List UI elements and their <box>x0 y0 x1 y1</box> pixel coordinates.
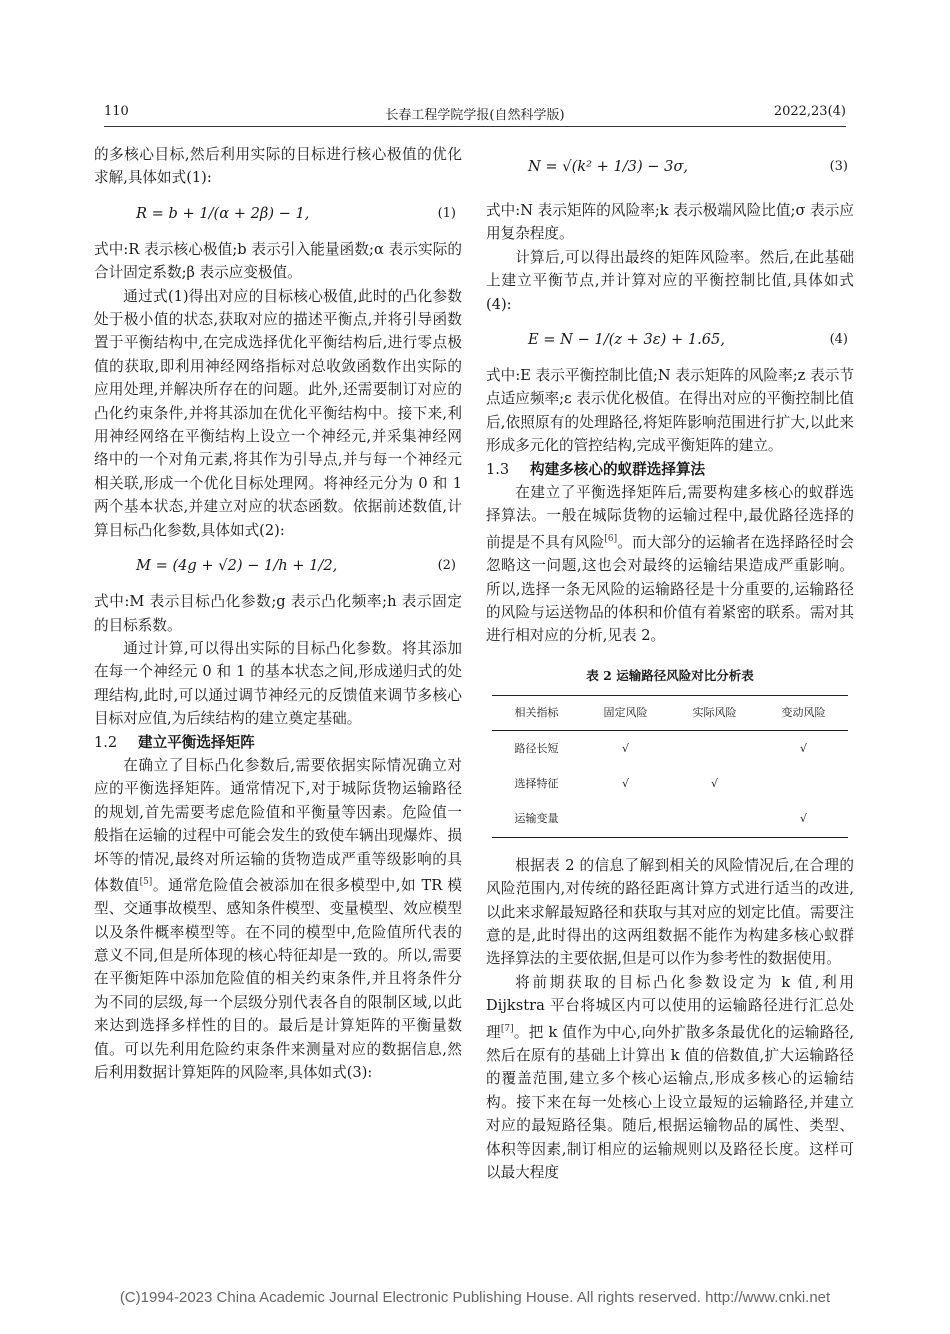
text-run: 。通常危险值会被添加在很多模型中,如 TR 模型、交通事故模型、感知条件模型、变量模型、效应模型以及条件概率模型等。在不同的模型中,危险值所代表的意义不同,但是所体现的核心特征却是一致的。所以,需要在平衡矩阵中添加危险值的相关约束条件,并且将条件分为不同的层级,每一个层级分别代表各自的限制区域,以此来达到选择多样性的目的。最后是计算矩阵的平衡量数值。可以先利用危险约束条件来测量对应的数据信息,然后利用数据计算矩阵的风险率,具体如式(3): <box>94 876 462 1082</box>
equation-formula: N = √(k² + 1/3) − 3σ, <box>528 158 689 175</box>
table-header-cell: 相关指标 <box>492 696 581 730</box>
citation: [5] <box>139 876 153 887</box>
section-number: 1.3 <box>486 460 510 478</box>
table-cell: 路径长短 <box>514 741 559 755</box>
equation-number: (3) <box>829 159 848 174</box>
table-row <box>492 766 848 801</box>
journal-title: 长春工程学院学报(自然科学版) <box>385 108 565 123</box>
paragraph: 计算后,可以得出最终的矩阵风险率。然后,在此基础上建立平衡节点,并计算对应的平衡控制比值,具体如式(4): <box>486 248 854 313</box>
paragraph: 式中:M 表示目标凸化参数;g 表示凸化频率;h 表示固定的目标系数。 <box>94 593 462 634</box>
paragraph: 根据表 2 的信息了解到相关的风险情况后,在合理的风险范围内,对传统的路径距离计算方式进行适当的改进,以此来求解最短路径和获取与其对应的划定比值。需要注意的是,此时得出的这两组数据不能作为构建多核心蚁群选择算法的主要依据,但是可以作为参考性的数据使用。 <box>486 856 854 968</box>
paragraph <box>486 481 854 648</box>
table-caption: 表 2 运输路径风险对比分析表 <box>586 667 754 683</box>
table-row <box>492 801 848 837</box>
table-cell <box>670 801 759 837</box>
paragraph: 通过计算,可以得出实际的目标凸化参数。将其添加在每一个神经元 0 和 1 的基本状态之间,形成递归式的处理结构,此时,可以通过调节神经元的反馈值来调节多核心目标对应值,为后续结构的建立奠定基础。 <box>94 639 462 728</box>
equation-2 <box>94 546 462 586</box>
equation-number: (4) <box>829 332 848 348</box>
table-cell: 选择特征 <box>514 776 559 790</box>
risk-table <box>492 695 848 838</box>
equation-formula: M = (4g + √2) − 1/h + 1/2, <box>136 557 338 575</box>
section-heading <box>94 731 462 754</box>
equation-formula: E = N − 1/(z + 3ε) + 1.65, <box>528 331 725 349</box>
equation-4 <box>486 320 854 360</box>
table-cell: 运输变量 <box>492 801 581 837</box>
paragraph: 式中:N 表示矩阵的风险率;k 表示极端风险比值;σ 表示应用复杂程度。 <box>486 202 854 243</box>
table-header-row <box>492 696 848 730</box>
section-heading <box>486 458 854 481</box>
paragraph: 通过式(1)得出对应的目标核心极值,此时的凸化参数处于极小值的状态,获取对应的描述平衡点,并将引导函数置于平衡结构中,在完成选择优化平衡结构后,进行零点极值的获取,即利用神经网络指标对总收敛函数作出实际的应用处理,并解决所存在的问题。此外,还需要制订对应的凸化约束条件,并将其添加在优化平衡结构中。接下来,利用神经网络在平衡结构上设立一个神经元,并采集神经网络中的一个对角元素,将其作为引导点,并与每一个神经元相关联,形成一个优化目标处理网。将神经元分为 0 和 1 两个基本状态,并建立对应的状态函数。依据前述数值,计算目标凸化参数,具体如式(2): <box>94 287 462 539</box>
paragraph <box>486 971 854 1185</box>
section-title: 构建多核心的蚁群选择算法 <box>530 460 706 478</box>
paragraph: 式中:E 表示平衡控制比值;N 表示矩阵的风险率;z 表示节点适应频率;ε 表示优化极值。在得出对应的平衡控制比值后,依照原有的处理路径,将矩阵影响范围进行扩大,以此来形成多元化的管控结构,完成平衡矩阵的建立。 <box>486 367 854 455</box>
text-run: 。而大部分的运输者在选择路径时会忽略这一问题,这也会对最终的运输结果造成严重影响。所以,选择一条无风险的运输路径是十分重要的,运输路径的风险与运送物品的体积和价值有着紧密的联系。需对其进行相对应的分析,见表 2。 <box>486 533 854 645</box>
table-cell: √ <box>759 801 848 837</box>
section-title: 建立平衡选择矩阵 <box>138 733 255 751</box>
table-cell: √ <box>799 741 807 755</box>
paragraph: 的多核心目标,然后利用实际的目标进行核心极值的优化求解,具体如式(1): <box>94 146 462 187</box>
citation: [7] <box>500 1023 514 1034</box>
paragraph <box>94 754 462 1085</box>
right-column <box>486 143 854 1184</box>
equation-number: (2) <box>437 558 456 574</box>
equation-formula: R = b + 1/(α + 2β) − 1, <box>136 204 310 222</box>
table-cell <box>670 730 759 766</box>
text-run: 在建立了平衡选择矩阵后,需要构建多核心的蚁群选择算法。一般在城际货物的运输过程中,最优路径选择的前提是不具有风险 <box>486 484 854 551</box>
left-column <box>94 143 462 1084</box>
table-cell: √ <box>710 776 718 790</box>
equation-1 <box>94 194 462 234</box>
section-number: 1.2 <box>94 733 118 751</box>
table-header-cell: 变动风险 <box>759 696 848 730</box>
table-cell <box>759 766 848 801</box>
citation: [6] <box>604 533 618 544</box>
text-run: 将前期获取的目标凸化参数设定为 k 值,利用 Dijkstra 平台将城区内可以使用的运输路径进行汇总处理 <box>486 973 854 1041</box>
table-header-cell: 实际风险 <box>670 696 759 730</box>
copyright-footer: (C)1994-2023 China Academic Journal Electronic Publishing House. All rights reserved. http://www.cnki.net <box>119 1289 831 1306</box>
table-cell: √ <box>621 776 629 790</box>
table-header-cell: 固定风险 <box>581 696 670 730</box>
equation-number: (1) <box>437 205 456 221</box>
volume-info: 2022,23(4) <box>773 104 846 119</box>
running-header <box>104 104 846 127</box>
text-run: 。把 k 值作为中心,向外扩散多条最优化的运输路径,然后在原有的基础上计算出 k 值的倍数值,扩大运输路径的覆盖范围,建立多个核心运输点,形成多核心的运输结构。接下来在每一处核心上设立最短的运输路径,并建立对应的最短路径集。随后,根据运输物品的属性、类型、体积等因素,制订相应的运输规则以及路径长度。这样可以最大程度 <box>486 1023 854 1181</box>
paragraph: 式中:R 表示核心极值;b 表示引入能量函数;α 表示实际的合计固定系数;β 表示应变极值。 <box>94 240 462 282</box>
page-number: 110 <box>104 104 129 119</box>
equation-3 <box>486 147 854 195</box>
table-cell: √ <box>621 741 629 755</box>
table-row <box>492 730 848 766</box>
table-cell <box>581 801 670 837</box>
text-run: 在确立了目标凸化参数后,需要依据实际情况确立对应的平衡选择矩阵。通常情况下,对于城际货物运输路径的规划,首先需要考虑危险值和平衡量等因素。危险值一般指在运输的过程中可能会发生的致使车辆出现爆炸、损坏等的情况,最终对所运输的货物造成严重等级影响的具体数值 <box>94 756 462 894</box>
